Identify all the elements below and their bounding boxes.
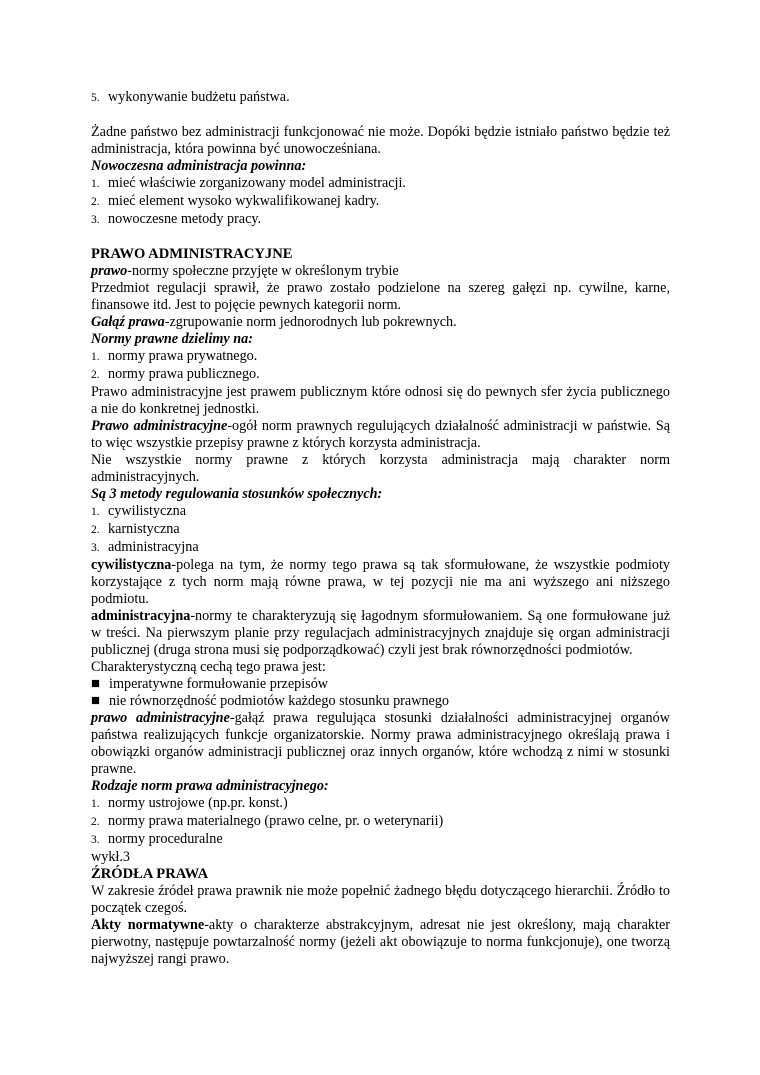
list-item: 3. nowoczesne metody pracy. bbox=[91, 211, 262, 227]
metody-list bbox=[91, 503, 670, 557]
normy-heading: Normy prawne dzielimy na: bbox=[91, 331, 253, 347]
list-item: 2. normy prawa materialnego (prawo celne, pr. o weterynarii) bbox=[91, 813, 444, 829]
paragraph-nie-wszystkie: Nie wszystkie normy prawne z których korzysta administracja mają charakter norm administracyjnych. bbox=[91, 452, 670, 485]
section-title-zrodla-prawa: ŹRÓDŁA PRAWA bbox=[91, 866, 209, 882]
list-item: 3. administracyjna bbox=[91, 539, 199, 555]
lecture-marker: wykł.3 bbox=[91, 849, 131, 865]
cecha-intro: Charakterystyczną cechą tego prawa jest: bbox=[91, 659, 326, 675]
definition-galaz: Gałąź prawa-zgrupowanie norm jednorodnych lub pokrewnych. bbox=[91, 314, 457, 330]
paragraph-publiczne: Prawo administracyjne jest prawem publicznym które odnosi się do pewnych sfer życia publicznego a nie do konkretnej jednostki. bbox=[91, 384, 670, 417]
paragraph-zrodla: W zakresie źródeł prawa prawnik nie może popełnić żadnego błędu dotyczącego hierarchii. Źródło to początek czegoś. bbox=[91, 883, 670, 916]
definition-cywilistyczna: cywilistyczna-polega na tym, że normy tego prawa są tak sformułowane, że wszystkie podmioty korzystające z tych norm mają równe prawa, w tej pozycji nie ma ani wyższego ani niższego podmiotu. bbox=[91, 557, 670, 607]
list-item: nie równorzędność podmiotów każdego stosunku prawnego bbox=[91, 693, 670, 710]
square-bullet-icon bbox=[91, 679, 109, 688]
rodzaje-heading: Rodzaje norm prawa administracyjnego: bbox=[91, 778, 329, 794]
definition-administracyjna: administracyjna-normy te charakteryzują się łagodnym sformułowaniem. Są one formułowane już w treści. Na pierwszym planie przy regulacjach administracyjnych znajduje się organ administracji publicznej (druga strona musi się podporządkować) czyli jest brak równorzędności podmiotów. bbox=[91, 608, 670, 658]
list-item: 1. mieć właściwie zorganizowany model administracji. bbox=[91, 175, 406, 191]
normy-list bbox=[91, 348, 670, 384]
list-item: 5. wykonywanie budżetu państwa. bbox=[91, 89, 290, 105]
cecha-list bbox=[91, 676, 670, 710]
list-item: 1. cywilistyczna bbox=[91, 503, 187, 519]
list-item: 2. normy prawa publicznego. bbox=[91, 366, 260, 382]
list-item: 2. mieć element wysoko wykwalifikowanej kadry. bbox=[91, 193, 380, 209]
list-item: imperatywne formułowanie przepisów bbox=[91, 676, 670, 693]
intro-list bbox=[91, 89, 670, 107]
definition-prawo: prawo-normy społeczne przyjęte w określonym trybie bbox=[91, 263, 399, 279]
modern-heading: Nowoczesna administracja powinna: bbox=[91, 158, 307, 174]
list-item: 2. karnistyczna bbox=[91, 521, 180, 537]
list-item: 1. normy ustrojowe (np.pr. konst.) bbox=[91, 795, 288, 811]
definition-prawo-administracyjne-2: prawo administracyjne-gałąź prawa regulująca stosunki działalności administracyjnej organów państwa realizujących funkcje organizatorskie. Normy prawa administracyjnego określają prawa i obowiązki organów administracji publicznej oraz innych organów, które wchodzą z nimi w stosunki prawne. bbox=[91, 710, 670, 777]
definition-akty-normatywne: Akty normatywne-akty o charakterze abstrakcyjnym, adresat nie jest określony, mają charakter pierwotny, następuje powtarzalność normy (jeżeli akt obowiązuje to norma funkcjonuje), one tworzą najwyższej rangi prawo. bbox=[91, 917, 670, 967]
list-item: 3. normy proceduralne bbox=[91, 831, 223, 847]
paragraph-regulacji: Przedmiot regulacji sprawił, że prawo zostało podzielone na szereg gałęzi np. cywilne, karne, finansowe itd. Jest to pojęcie pewnych kategorii norm. bbox=[91, 280, 670, 313]
section-title-prawo-administracyjne: PRAWO ADMINISTRACYJNE bbox=[91, 246, 293, 262]
paragraph-admin: Żadne państwo bez administracji funkcjonować nie może. Dopóki będzie istniało państwo będzie też administracja, która powinna być unowocześniana. bbox=[91, 124, 670, 157]
list-item: 1. normy prawa prywatnego. bbox=[91, 348, 258, 364]
modern-list bbox=[91, 175, 670, 229]
rodzaje-list bbox=[91, 795, 670, 849]
square-bullet-icon bbox=[91, 696, 109, 705]
metody-heading: Są 3 metody regulowania stosunków społecznych: bbox=[91, 486, 383, 502]
definition-prawo-administracyjne: Prawo administracyjne-ogół norm prawnych regulujących działalność administracji w państwie. Są to więc wszystkie przepisy prawne z których korzysta administracja. bbox=[91, 418, 671, 451]
